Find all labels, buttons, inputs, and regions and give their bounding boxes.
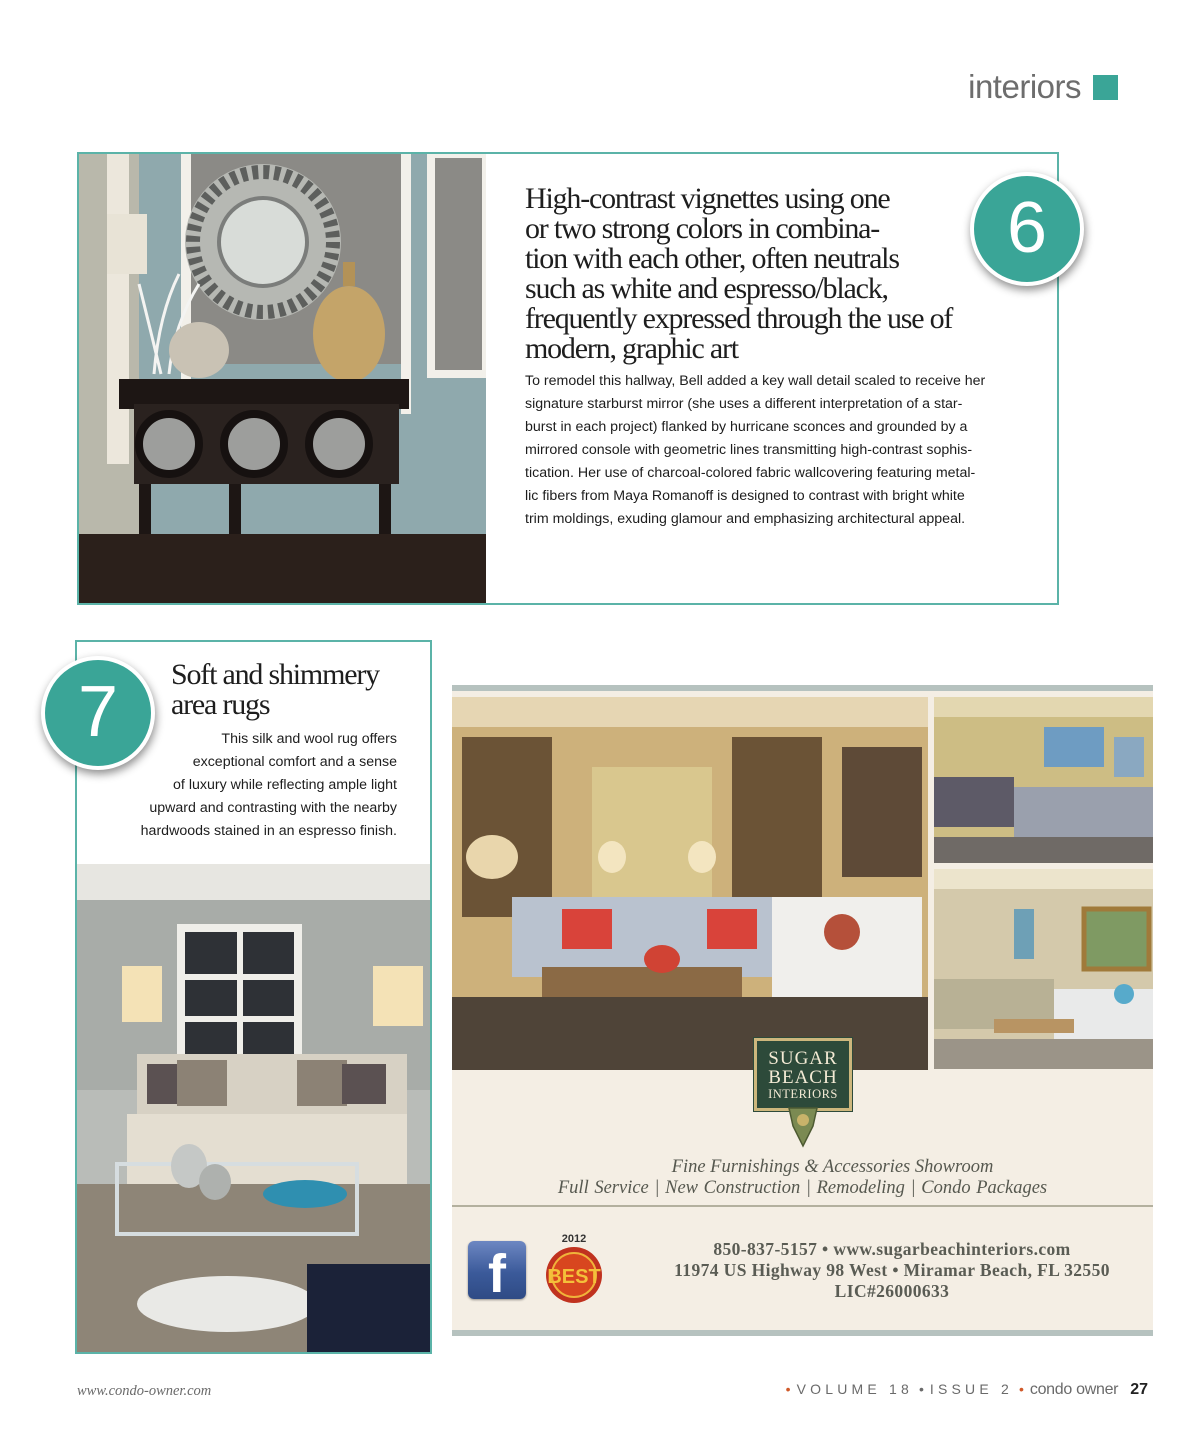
ad-contact-line: 11974 US Highway 98 West • Miramar Beach, FL 32550 [674, 1260, 1110, 1280]
living-room-illustration [77, 864, 430, 1352]
ad-contact-line: LIC#26000633 [834, 1281, 950, 1301]
folio-volume: VOLUME 18 [796, 1381, 913, 1397]
feature-6-body-line: To remodel this hallway, Bell added a key wall detail scaled to receive her [525, 373, 986, 389]
folio-bullet: • [1018, 1381, 1024, 1397]
feature-6-panel [77, 152, 1059, 605]
living-room-top-illustration [934, 697, 1153, 863]
feature-6-title-line: such as white and espresso/black, [525, 272, 888, 305]
living-room-rug-photo [77, 864, 430, 1352]
feature-7-body-line: hardwoods stained in an espresso finish. [140, 823, 397, 839]
sugar-beach-interiors-ad[interactable] [452, 685, 1153, 1336]
showroom-illustration [452, 697, 928, 1070]
page-folio [786, 1381, 1148, 1399]
ad-services: Full Service | New Construction | Remodeling | Condo Packages [557, 1178, 1048, 1198]
feature-6-title-line: modern, graphic art [525, 332, 738, 365]
feature-6-body-line: burst in each project) flanked by hurricane sconces and grounded by a [525, 419, 968, 435]
ad-contact-line[interactable]: 850-837-5157 • www.sugarbeachinteriors.com [713, 1239, 1071, 1259]
feature-7-title [171, 660, 431, 720]
folio-bullet: • [785, 1381, 791, 1397]
feature-6-title [525, 184, 1015, 364]
folio-magazine-name: condo owner [1029, 1381, 1119, 1398]
section-label: interiors [968, 68, 1081, 105]
feature-6-body-line: lic fibers from Maya Romanoff is designed to contrast with bright white [525, 488, 965, 504]
feature-6-body-line: trim moldings, exuding glamour and emphasizing architectural appeal. [525, 511, 966, 527]
hallway-console-illustration [79, 154, 486, 603]
logo-line-1: SUGAR [768, 1047, 838, 1069]
section-square-icon [1093, 75, 1118, 100]
feature-6-title-line: frequently expressed through the use of [525, 302, 953, 335]
ad-living-room-photo-bottom [934, 869, 1153, 1069]
logo-line-2: BEACH [768, 1066, 838, 1088]
number-badge-6: 6 [970, 172, 1084, 286]
feature-6-title-line: High-contrast vignettes using one [525, 182, 890, 215]
best-award-badge-icon [542, 1231, 606, 1305]
feature-6-title-line: or two strong colors in combina- [525, 212, 880, 245]
ad-contact-info [602, 1239, 1182, 1302]
feature-6-body-line: signature starburst mirror (she uses a different interpretation of a star- [525, 396, 963, 412]
ad-tagline: Fine Furnishings & Accessories Showroom [671, 1157, 994, 1177]
folio-bullet: • [918, 1381, 924, 1397]
hallway-console-photo [79, 154, 486, 603]
badge-year: 2012 [561, 1233, 587, 1245]
feature-7-title-line: area rugs [171, 688, 270, 721]
living-room-bottom-illustration [934, 869, 1153, 1069]
ad-showroom-photo [452, 697, 928, 1070]
feature-6-body [525, 370, 1025, 531]
page-number: 27 [1130, 1381, 1148, 1398]
feature-6-title-line: tion with each other, often neutrals [525, 242, 899, 275]
feature-7-title-line: Soft and shimmery [171, 658, 379, 691]
feature-7-body-line: exceptional comfort and a sense [192, 754, 397, 770]
feature-6-body-line: tication. Her use of charcoal-colored fabric wallcovering featuring metal- [525, 465, 976, 481]
logo-crest-icon [785, 1106, 821, 1148]
feature-6-body-line: mirrored console with geometric lines transmitting high-contrast sophis- [525, 442, 973, 458]
ad-living-room-photo-top [934, 697, 1153, 863]
number-badge-7: 7 [41, 656, 155, 770]
folio-issue: ISSUE 2 [929, 1381, 1013, 1397]
section-tag [968, 68, 1118, 106]
footer-website-link[interactable]: www.condo-owner.com [77, 1383, 212, 1399]
logo-line-3: INTERIORS [768, 1086, 838, 1101]
ad-divider [452, 1205, 1153, 1207]
facebook-icon[interactable]: f [468, 1241, 526, 1299]
feature-7-body-line: of luxury while reflecting ample light [173, 777, 397, 793]
feature-7-body-line: upward and contrasting with the nearby [149, 800, 397, 816]
feature-7-body-line: This silk and wool rug offers [221, 731, 397, 747]
badge-word: BEST [547, 1266, 601, 1288]
sugar-beach-logo [754, 1038, 852, 1111]
